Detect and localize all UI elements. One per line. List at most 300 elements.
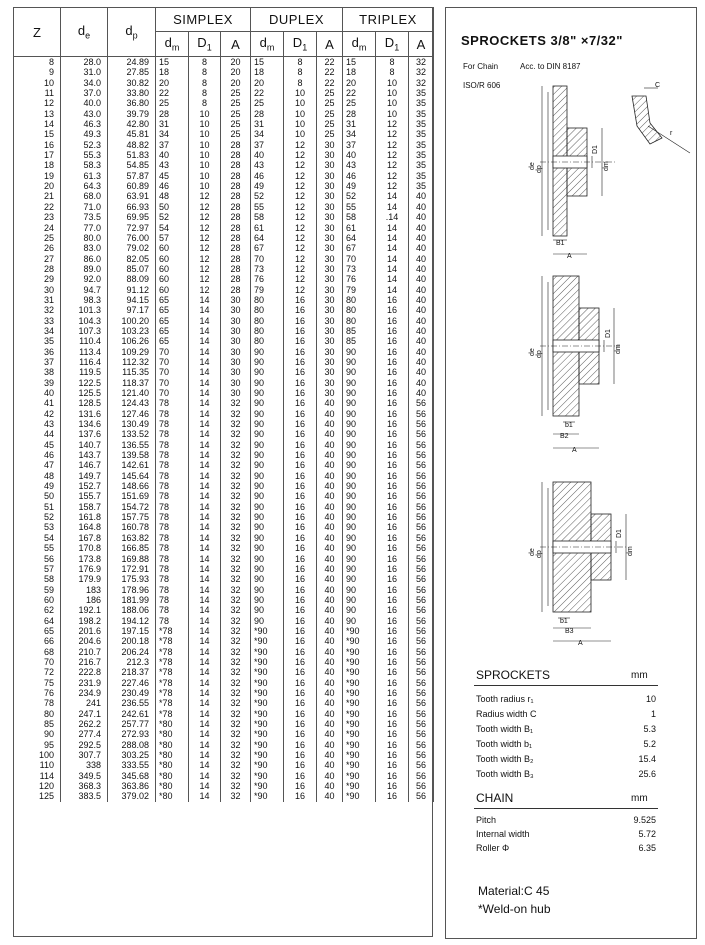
table-cell: 16: [376, 688, 409, 698]
table-cell: 78: [156, 502, 189, 512]
table-cell: 90: [343, 471, 376, 481]
table-cell: 218.37: [108, 667, 156, 677]
table-cell: 145.64: [108, 471, 156, 481]
table-cell: 16: [376, 347, 409, 357]
table-cell: 90: [251, 533, 284, 543]
table-cell: 27.85: [108, 67, 156, 77]
table-cell: 16: [284, 709, 317, 719]
table-cell: 14: [376, 202, 409, 212]
table-cell: 16: [284, 564, 317, 574]
table-cell: 28: [221, 274, 251, 284]
table-cell: 90: [251, 585, 284, 595]
table-cell: *90: [251, 729, 284, 739]
table-cell: 90: [251, 378, 284, 388]
table-row: [14, 719, 434, 729]
table-cell: 14: [376, 243, 409, 253]
table-cell: 56: [409, 667, 434, 677]
table-cell: 28: [221, 181, 251, 191]
table-cell: 80: [14, 709, 61, 719]
table-cell: 16: [376, 502, 409, 512]
table-cell: 90: [343, 398, 376, 408]
table-cell: 32: [221, 719, 251, 729]
table-cell: *90: [251, 657, 284, 667]
table-cell: 167.8: [61, 533, 108, 543]
table-cell: 78: [156, 471, 189, 481]
table-cell: *90: [343, 647, 376, 657]
table-cell: 14: [189, 347, 221, 357]
table-cell: 16: [284, 326, 317, 336]
table-cell: 14: [189, 667, 221, 677]
table-cell: 16: [376, 512, 409, 522]
table-cell: 32: [221, 533, 251, 543]
table-cell: 64: [14, 616, 61, 626]
table-cell: 43: [156, 160, 189, 170]
table-cell: 40: [317, 678, 343, 688]
table-cell: 19: [14, 171, 61, 181]
table-cell: 70: [14, 657, 61, 667]
table-cell: 12: [189, 274, 221, 284]
sprocket-spec-table: [13, 7, 434, 802]
table-cell: 30: [317, 191, 343, 201]
table-cell: 160.78: [108, 522, 156, 532]
table-cell: 204.6: [61, 636, 108, 646]
table-cell: 12: [284, 285, 317, 295]
table-cell: 40: [317, 460, 343, 470]
dp-label-duplex: dp: [536, 350, 543, 358]
table-cell: 48: [156, 191, 189, 201]
table-cell: 56: [409, 533, 434, 543]
table-cell: 90: [343, 605, 376, 615]
table-cell: *78: [156, 678, 189, 688]
table-cell: 44: [14, 429, 61, 439]
table-cell: 90: [251, 481, 284, 491]
table-cell: 78: [156, 481, 189, 491]
table-cell: 14: [189, 305, 221, 315]
table-cell: 181.99: [108, 595, 156, 605]
chain-unit: mm: [631, 793, 648, 804]
table-cell: 16: [376, 367, 409, 377]
table-cell: 90: [14, 729, 61, 739]
table-cell: *90: [343, 740, 376, 750]
table-cell: 40: [317, 543, 343, 553]
table-cell: *80: [156, 791, 189, 801]
table-cell: 16: [284, 295, 317, 305]
table-cell: 78: [156, 440, 189, 450]
table-cell: 37: [343, 140, 376, 150]
table-cell: 16: [284, 512, 317, 522]
table-cell: 60: [156, 285, 189, 295]
table-cell: 40: [317, 760, 343, 770]
table-cell: 34: [14, 326, 61, 336]
table-row: [14, 295, 434, 305]
table-cell: 30: [221, 295, 251, 305]
table-cell: 18: [14, 160, 61, 170]
table-cell: *90: [251, 688, 284, 698]
table-cell: 16: [376, 460, 409, 470]
table-cell: 14: [189, 574, 221, 584]
table-cell: 40: [409, 378, 434, 388]
spec-value: 6.35: [638, 843, 656, 853]
table-row: [14, 481, 434, 491]
table-cell: 76: [343, 274, 376, 284]
material-note: Material:C 45: [478, 884, 550, 898]
table-cell: 30: [221, 305, 251, 315]
table-cell: 16: [376, 450, 409, 460]
table-cell: 338: [61, 760, 108, 770]
table-cell: 30: [317, 388, 343, 398]
table-cell: 68: [14, 647, 61, 657]
table-cell: 56: [409, 729, 434, 739]
table-cell: 115.35: [108, 367, 156, 377]
table-cell: 30: [221, 367, 251, 377]
table-cell: 31: [156, 119, 189, 129]
table-row: [14, 191, 434, 201]
table-cell: 90: [251, 616, 284, 626]
table-cell: 22: [317, 78, 343, 88]
table-cell: 186: [61, 595, 108, 605]
table-row: [14, 274, 434, 284]
table-cell: 16: [284, 357, 317, 367]
table-cell: 100: [14, 750, 61, 760]
table-row: [14, 698, 434, 708]
table-cell: 30: [317, 140, 343, 150]
table-cell: 40: [409, 336, 434, 346]
table-row: [14, 419, 434, 429]
table-cell: 40: [317, 791, 343, 801]
table-cell: 16: [284, 688, 317, 698]
sprockets-section-title: SPROCKETS: [476, 668, 551, 682]
table-cell: 78: [156, 554, 189, 564]
table-cell: 43.0: [61, 109, 108, 119]
table-cell: 40: [409, 212, 434, 222]
table-cell: 56: [409, 429, 434, 439]
table-cell: 33: [14, 316, 61, 326]
table-cell: 20: [221, 78, 251, 88]
table-cell: 30: [317, 160, 343, 170]
table-cell: 8: [376, 67, 409, 77]
spec-row: [476, 724, 656, 738]
table-cell: 38: [14, 367, 61, 377]
table-cell: 183: [61, 585, 108, 595]
table-cell: 70: [251, 254, 284, 264]
table-cell: 113.4: [61, 347, 108, 357]
table-cell: 12: [189, 191, 221, 201]
table-cell: 32: [221, 491, 251, 501]
table-cell: *78: [156, 657, 189, 667]
table-row: [14, 233, 434, 243]
table-row: [14, 243, 434, 253]
table-cell: 30: [317, 336, 343, 346]
table-cell: 10: [376, 88, 409, 98]
table-cell: 70: [156, 388, 189, 398]
table-cell: 90: [343, 522, 376, 532]
table-cell: 90: [343, 554, 376, 564]
table-cell: 50: [156, 202, 189, 212]
table-cell: 20: [221, 67, 251, 77]
table-cell: 80: [251, 295, 284, 305]
table-cell: 14: [189, 533, 221, 543]
table-row: [14, 522, 434, 532]
table-cell: 30: [14, 285, 61, 295]
table-cell: 70: [156, 357, 189, 367]
table-cell: *80: [156, 729, 189, 739]
table-row: [14, 409, 434, 419]
table-cell: 16: [376, 471, 409, 481]
table-cell: 166.85: [108, 543, 156, 553]
table-cell: 40: [317, 502, 343, 512]
table-cell: 56: [409, 771, 434, 781]
table-cell: *90: [251, 771, 284, 781]
table-cell: 32: [221, 678, 251, 688]
header-dp: $d_p$: [108, 8, 156, 57]
table-cell: 16: [376, 626, 409, 636]
table-cell: 80: [251, 316, 284, 326]
table-cell: 12: [376, 150, 409, 160]
table-cell: 247.1: [61, 709, 108, 719]
a-label-duplex: A: [572, 447, 577, 454]
table-cell: 78: [156, 491, 189, 501]
table-cell: 32: [221, 554, 251, 564]
table-cell: 46.3: [61, 119, 108, 129]
table-cell: *90: [251, 636, 284, 646]
table-cell: 16: [14, 140, 61, 150]
table-cell: 90: [251, 574, 284, 584]
table-cell: 14: [189, 409, 221, 419]
table-cell: 12: [189, 212, 221, 222]
table-cell: 56: [409, 481, 434, 491]
table-cell: 16: [376, 305, 409, 315]
table-cell: 100.20: [108, 316, 156, 326]
table-cell: 28: [221, 191, 251, 201]
table-cell: 56: [409, 647, 434, 657]
table-row: [14, 388, 434, 398]
spec-value: 25.6: [638, 769, 656, 779]
spec-row: [476, 769, 656, 783]
table-cell: 56: [409, 605, 434, 615]
table-cell: 222.8: [61, 667, 108, 677]
table-cell: 52.3: [61, 140, 108, 150]
table-cell: 50: [14, 491, 61, 501]
table-cell: 12: [376, 171, 409, 181]
table-cell: 45.81: [108, 129, 156, 139]
table-cell: 40: [317, 398, 343, 408]
table-cell: 16: [284, 719, 317, 729]
table-cell: 134.6: [61, 419, 108, 429]
table-cell: 56: [409, 564, 434, 574]
table-row: [14, 171, 434, 181]
table-cell: 20: [251, 78, 284, 88]
table-cell: 14: [189, 450, 221, 460]
table-cell: 65: [14, 626, 61, 636]
table-cell: 149.7: [61, 471, 108, 481]
table-cell: 383.5: [61, 791, 108, 801]
table-cell: 40: [317, 512, 343, 522]
table-cell: 40: [343, 150, 376, 160]
table-cell: 60: [156, 254, 189, 264]
table-row: [14, 688, 434, 698]
table-cell: *90: [251, 781, 284, 791]
d1-label-duplex: D1: [605, 329, 612, 338]
table-cell: 78: [156, 460, 189, 470]
table-cell: 42.80: [108, 119, 156, 129]
header-simplex-a: A: [221, 32, 251, 57]
table-row: [14, 326, 434, 336]
table-cell: 143.7: [61, 450, 108, 460]
table-cell: 78: [156, 564, 189, 574]
table-cell: 90: [343, 564, 376, 574]
table-row: [14, 512, 434, 522]
table-cell: 30: [317, 243, 343, 253]
table-cell: 56: [409, 522, 434, 532]
table-cell: 32: [409, 67, 434, 77]
table-cell: 34: [156, 129, 189, 139]
table-cell: 122.5: [61, 378, 108, 388]
table-cell: 10: [284, 98, 317, 108]
table-cell: 80: [343, 295, 376, 305]
table-row: [14, 264, 434, 274]
table-cell: 78: [156, 533, 189, 543]
table-cell: 30: [317, 171, 343, 181]
table-cell: *90: [343, 709, 376, 719]
chain-section-title: CHAIN: [476, 791, 514, 805]
table-cell: 16: [284, 460, 317, 470]
table-cell: 116.4: [61, 357, 108, 367]
table-cell: 32: [221, 440, 251, 450]
table-cell: 53: [14, 522, 61, 532]
table-cell: 40: [317, 698, 343, 708]
table-cell: 16: [284, 647, 317, 657]
table-cell: 78: [156, 512, 189, 522]
table-cell: 234.9: [61, 688, 108, 698]
table-cell: 85: [14, 719, 61, 729]
table-row: [14, 347, 434, 357]
table-cell: 56: [409, 554, 434, 564]
table-cell: 30: [317, 347, 343, 357]
header-simplex-d1: $D_1$: [189, 32, 221, 57]
table-cell: 85: [343, 336, 376, 346]
table-cell: 49: [14, 481, 61, 491]
table-cell: 23: [14, 212, 61, 222]
table-cell: 60.89: [108, 181, 156, 191]
table-cell: 40: [317, 616, 343, 626]
table-cell: 94.7: [61, 285, 108, 295]
table-cell: 14: [189, 367, 221, 377]
table-cell: *90: [251, 709, 284, 719]
table-cell: 16: [376, 585, 409, 595]
table-cell: 16: [284, 491, 317, 501]
table-cell: 32: [221, 419, 251, 429]
table-cell: 16: [284, 605, 317, 615]
table-cell: 42: [14, 409, 61, 419]
table-cell: 16: [376, 647, 409, 657]
table-cell: 10: [284, 119, 317, 129]
table-cell: 307.7: [61, 750, 108, 760]
table-cell: 30: [317, 274, 343, 284]
table-cell: 28: [221, 285, 251, 295]
table-cell: 90: [343, 616, 376, 626]
table-cell: 16: [284, 409, 317, 419]
header-triplex-dm: $d_m$: [343, 32, 376, 57]
table-cell: 34.0: [61, 78, 108, 88]
table-cell: 90: [343, 460, 376, 470]
table-cell: 30: [221, 378, 251, 388]
table-cell: *80: [156, 750, 189, 760]
table-cell: 25: [317, 119, 343, 129]
table-cell: 155.7: [61, 491, 108, 501]
table-cell: 37: [14, 357, 61, 367]
table-cell: 25: [221, 109, 251, 119]
table-cell: 40: [317, 585, 343, 595]
table-cell: 16: [376, 698, 409, 708]
table-cell: 90: [251, 388, 284, 398]
header-z: Z: [14, 8, 61, 57]
table-cell: 16: [376, 326, 409, 336]
table-cell: 133.52: [108, 429, 156, 439]
table-cell: 22: [317, 67, 343, 77]
table-cell: 28: [221, 233, 251, 243]
table-cell: 21: [14, 191, 61, 201]
table-cell: 14: [189, 781, 221, 791]
table-cell: 73: [343, 264, 376, 274]
table-cell: *78: [156, 698, 189, 708]
header-duplex-a: A: [317, 32, 343, 57]
table-cell: 32: [221, 729, 251, 739]
table-cell: 40: [156, 150, 189, 160]
table-cell: *78: [156, 647, 189, 657]
table-cell: 62: [14, 605, 61, 615]
table-row: [14, 378, 434, 388]
table-cell: 16: [376, 719, 409, 729]
table-cell: 12: [189, 243, 221, 253]
table-cell: 212.3: [108, 657, 156, 667]
table-cell: 28: [14, 264, 61, 274]
table-cell: 216.7: [61, 657, 108, 667]
table-cell: 66.93: [108, 202, 156, 212]
table-cell: 32: [221, 564, 251, 574]
table-cell: *90: [251, 750, 284, 760]
spec-label: Roller Φ: [476, 843, 510, 853]
table-cell: 40: [409, 223, 434, 233]
table-cell: 30: [317, 202, 343, 212]
de-label-duplex: de: [529, 348, 536, 356]
table-cell: 16: [284, 554, 317, 564]
table-cell: 90: [251, 398, 284, 408]
table-cell: 60: [14, 595, 61, 605]
table-cell: 40.0: [61, 98, 108, 108]
table-row: [14, 140, 434, 150]
table-cell: 32: [221, 450, 251, 460]
table-cell: 27: [14, 254, 61, 264]
table-row: [14, 150, 434, 160]
table-cell: .14: [376, 212, 409, 222]
table-cell: 56: [409, 585, 434, 595]
table-cell: 32: [221, 429, 251, 439]
table-row: [14, 647, 434, 657]
table-cell: 32: [221, 771, 251, 781]
table-cell: 25: [317, 98, 343, 108]
table-cell: *90: [251, 740, 284, 750]
table-cell: 12: [376, 160, 409, 170]
table-cell: 49.3: [61, 129, 108, 139]
table-cell: 262.2: [61, 719, 108, 729]
table-cell: 40: [317, 450, 343, 460]
table-cell: 10: [189, 160, 221, 170]
de-label: de: [529, 162, 536, 170]
table-cell: 288.08: [108, 740, 156, 750]
table-cell: 51: [14, 502, 61, 512]
table-cell: 34: [343, 129, 376, 139]
table-cell: 30: [317, 212, 343, 222]
